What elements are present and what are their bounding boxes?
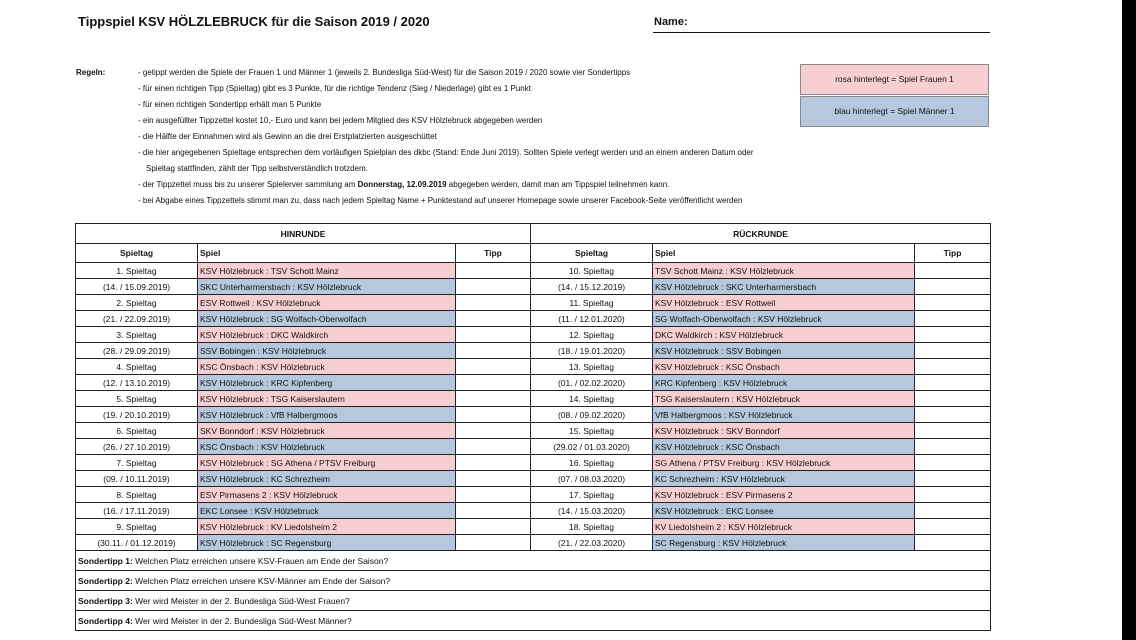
legend-women: rosa hinterlegt = Spiel Frauen 1 — [800, 64, 989, 95]
rueckrunde-tipp-cell[interactable] — [915, 279, 991, 295]
hinrunde-tipp-cell[interactable] — [456, 327, 531, 343]
hinrunde-spieltag-cell: (09. / 10.11.2019) — [76, 471, 198, 487]
sondertipp-row — [76, 591, 991, 611]
column-header-spieltag: Spieltag — [76, 244, 198, 263]
rueckrunde-tipp-cell[interactable] — [915, 487, 991, 503]
hinrunde-spieltag-cell: 2. Spieltag — [76, 295, 198, 311]
hinrunde-spieltag-cell: 8. Spieltag — [76, 487, 198, 503]
hinrunde-tipp-cell[interactable] — [456, 311, 531, 327]
hinrunde-spieltag-cell: 6. Spieltag — [76, 423, 198, 439]
rueckrunde-spieltag-cell: (08. / 09.02.2020) — [531, 407, 653, 423]
rueckrunde-spiel-cell: KSV Hölzlebruck : ESV Rottweil — [653, 295, 915, 311]
hinrunde-spiel-cell: KSV Hölzlebruck : TSG Kaiserslautern — [198, 391, 456, 407]
rueckrunde-spiel-cell: SG Wolfach-Oberwolfach : KSV Hölzlebruck — [653, 311, 915, 327]
sondertipp-cell[interactable] — [76, 591, 991, 611]
table-row — [76, 503, 991, 519]
hinrunde-spiel-cell: KSV Hölzlebruck : DKC Waldkirch — [198, 327, 456, 343]
table-row — [76, 423, 991, 439]
rueckrunde-tipp-cell[interactable] — [915, 311, 991, 327]
hinrunde-spiel-cell: KSV Hölzlebruck : KV Liedolsheim 2 — [198, 519, 456, 535]
hinrunde-spiel-cell: KSV Hölzlebruck : TSV Schott Mainz — [198, 263, 456, 279]
rueckrunde-spiel-cell: KSV Hölzlebruck : KSC Önsbach — [653, 359, 915, 375]
rule-text: - der Tippzettel muss bis zu unserer Spielerver sammlung am — [138, 180, 358, 189]
sondertipp-question: Wer wird Meister in der 2. Bundesliga Süd-West Männer? — [132, 615, 352, 626]
hinrunde-tipp-cell[interactable] — [456, 471, 531, 487]
rueckrunde-tipp-cell[interactable] — [915, 503, 991, 519]
sondertipp-cell[interactable] — [76, 611, 991, 631]
hinrunde-tipp-cell[interactable] — [456, 487, 531, 503]
sondertipp-row — [76, 611, 991, 631]
column-header-spiel: Spiel — [198, 244, 456, 263]
rueckrunde-spiel-cell: DKC Waldkirch : KSV Hölzlebruck — [653, 327, 915, 343]
hinrunde-spiel-cell: KSV Hölzlebruck : SG Wolfach-Oberwolfach — [198, 311, 456, 327]
column-header-spiel: Spiel — [653, 244, 915, 263]
table-row — [76, 471, 991, 487]
sondertipp-label: Sondertipp 3: — [78, 595, 133, 606]
rueckrunde-spiel-cell: KSV Hölzlebruck : ESV Pirmasens 2 — [653, 487, 915, 503]
rueckrunde-spiel-cell: TSG Kaiserslautern : KSV Hölzlebruck — [653, 391, 915, 407]
sondertipp-label: Sondertipp 4: — [78, 615, 133, 626]
hinrunde-spieltag-cell: 3. Spieltag — [76, 327, 198, 343]
bonus-body — [76, 551, 991, 631]
hinrunde-tipp-cell[interactable] — [456, 423, 531, 439]
rueckrunde-spieltag-cell: (29.02 / 01.03.2020) — [531, 439, 653, 455]
hinrunde-spieltag-cell: (19. / 20.10.2019) — [76, 407, 198, 423]
table-row — [76, 295, 991, 311]
hinrunde-spiel-cell: SKV Bonndorf : KSV Hölzlebruck — [198, 423, 456, 439]
rueckrunde-spieltag-cell: 13. Spieltag — [531, 359, 653, 375]
hinrunde-tipp-cell[interactable] — [456, 439, 531, 455]
hinrunde-spieltag-cell: (16. / 17.11.2019) — [76, 503, 198, 519]
rule-item: - die hier angegebenen Spieltage entsprechen dem vorläufigen Spielplan des dkbc (Stand: Ende Juni 2019). Sollten Spiele verlegt werden und an einem anderen Datum oder — [138, 148, 754, 157]
column-header-tipp: Tipp — [915, 244, 991, 263]
hinrunde-spieltag-cell: (21. / 22.09.2019) — [76, 311, 198, 327]
rueckrunde-tipp-cell[interactable] — [915, 455, 991, 471]
sondertipp-question: Welchen Platz erreichen unsere KSV-Männer am Ende der Saison? — [132, 575, 391, 586]
rule-deadline: Donnerstag, 12.09.2019 — [357, 180, 447, 189]
sondertipp-row — [76, 571, 991, 591]
rueckrunde-tipp-cell[interactable] — [915, 295, 991, 311]
rueckrunde-tipp-cell[interactable] — [915, 535, 991, 551]
hinrunde-spiel-cell: KSV Hölzlebruck : KC Schrezheim — [198, 471, 456, 487]
rueckrunde-spieltag-cell: 10. Spieltag — [531, 263, 653, 279]
rule-item: - bei Abgabe eines Tippzettels stimmt man zu, dass nach jedem Spieltag Name + Punktestand auf unserer Homepage sowie unserer Facebook-Seite veröffentlicht werden — [138, 196, 743, 205]
rule-item: - die Hälfte der Einnahmen wird als Gewinn an die drei Erstplatzierten ausgeschüttet — [138, 132, 437, 141]
rueckrunde-spiel-cell: KC Schrezheim : KSV Hölzlebruck — [653, 471, 915, 487]
rueckrunde-spieltag-cell: (14. / 15.12.2019) — [531, 279, 653, 295]
table-row — [76, 455, 991, 471]
rueckrunde-tipp-cell[interactable] — [915, 407, 991, 423]
rueckrunde-tipp-cell[interactable] — [915, 327, 991, 343]
rueckrunde-tipp-cell[interactable] — [915, 359, 991, 375]
rule-item: - ein ausgefüllter Tippzettel kostet 10,- Euro und kann bei jedem Mitglied des KSV Hölzlebruck abgegeben werden — [138, 116, 543, 125]
hinrunde-spieltag-cell: (30.11. / 01.12.2019) — [76, 535, 198, 551]
hinrunde-spieltag-cell: (26. / 27.10.2019) — [76, 439, 198, 455]
table-row — [76, 391, 991, 407]
rueckrunde-spiel-cell: KRC Kipfenberg : KSV Hölzlebruck — [653, 375, 915, 391]
table-row — [76, 487, 991, 503]
hinrunde-spiel-cell: SKC Unterharmersbach : KSV Hölzlebruck — [198, 279, 456, 295]
rueckrunde-spiel-cell: KV Liedolsheim 2 : KSV Hölzlebruck — [653, 519, 915, 535]
rules-label: Regeln: — [76, 68, 106, 77]
hinrunde-spiel-cell: EKC Lonsee : KSV Hölzlebruck — [198, 503, 456, 519]
hinrunde-spiel-cell: KSC Önsbach : KSV Hölzlebruck — [198, 439, 456, 455]
rule-item: - getippt werden die Spiele der Frauen 1 und Männer 1 (jeweils 2. Bundesliga Süd-West) für die Saison 2019 / 2020 sowie vier Sondertipps — [138, 68, 631, 77]
hinrunde-spiel-cell: SSV Bobingen : KSV Hölzlebruck — [198, 343, 456, 359]
rueckrunde-spieltag-cell: 18. Spieltag — [531, 519, 653, 535]
rueckrunde-tipp-cell[interactable] — [915, 439, 991, 455]
rueckrunde-spiel-cell: VfB Halbergmoos : KSV Hölzlebruck — [653, 407, 915, 423]
table-row — [76, 359, 991, 375]
table-row — [76, 535, 991, 551]
schedule-table — [75, 223, 991, 631]
column-header-spieltag: Spieltag — [531, 244, 653, 263]
sondertipp-row — [76, 551, 991, 571]
rueckrunde-spieltag-cell: 11. Spieltag — [531, 295, 653, 311]
hinrunde-tipp-cell[interactable] — [456, 391, 531, 407]
rueckrunde-tipp-cell[interactable] — [915, 375, 991, 391]
hinrunde-tipp-cell[interactable] — [456, 295, 531, 311]
schedule-body — [76, 263, 991, 551]
sondertipp-cell[interactable] — [76, 571, 991, 591]
rueckrunde-spiel-cell: KSV Hölzlebruck : EKC Lonsee — [653, 503, 915, 519]
rueckrunde-tipp-cell[interactable] — [915, 391, 991, 407]
rule-item: - für einen richtigen Tipp (Spieltag) gibt es 3 Punkte, für die richtige Tendenz (Sieg / Niederlage) gibt es 1 Punkt — [138, 84, 531, 93]
hinrunde-tipp-cell[interactable] — [456, 407, 531, 423]
table-row — [76, 327, 991, 343]
hinrunde-spiel-cell: KSC Önsbach : KSV Hölzlebruck — [198, 359, 456, 375]
sondertipp-label: Sondertipp 2: — [78, 575, 133, 586]
table-row — [76, 375, 991, 391]
hinrunde-tipp-cell[interactable] — [456, 535, 531, 551]
rueckrunde-tipp-cell[interactable] — [915, 343, 991, 359]
hinrunde-tipp-cell[interactable] — [456, 503, 531, 519]
rueckrunde-spieltag-cell: 17. Spieltag — [531, 487, 653, 503]
rueckrunde-spieltag-cell: (21. / 22.03.2020) — [531, 535, 653, 551]
hinrunde-tipp-cell[interactable] — [456, 279, 531, 295]
rueckrunde-spieltag-cell: 14. Spieltag — [531, 391, 653, 407]
rueckrunde-spieltag-cell: 12. Spieltag — [531, 327, 653, 343]
hinrunde-tipp-cell[interactable] — [456, 263, 531, 279]
sondertipp-question: Wer wird Meister in der 2. Bundesliga Süd-West Frauen? — [132, 595, 350, 606]
page-title: Tippspiel KSV HÖLZLEBRUCK für die Saison 2019 / 2020 — [78, 14, 430, 29]
hinrunde-spieltag-cell: 4. Spieltag — [76, 359, 198, 375]
hinrunde-tipp-cell[interactable] — [456, 359, 531, 375]
rueckrunde-spieltag-cell: (18. / 19.01.2020) — [531, 343, 653, 359]
rueckrunde-spieltag-cell: (11. / 12.01.2020) — [531, 311, 653, 327]
rueckrunde-spiel-cell: KSV Hölzlebruck : KSC Önsbach — [653, 439, 915, 455]
rueckrunde-tipp-cell[interactable] — [915, 519, 991, 535]
rueckrunde-tipp-cell[interactable] — [915, 423, 991, 439]
hinrunde-spiel-cell: KSV Hölzlebruck : KRC Kipfenberg — [198, 375, 456, 391]
hinrunde-spieltag-cell: (14. / 15.09.2019) — [76, 279, 198, 295]
hinrunde-tipp-cell[interactable] — [456, 375, 531, 391]
table-row — [76, 439, 991, 455]
hinrunde-spieltag-cell: (12. / 13.10.2019) — [76, 375, 198, 391]
hinrunde-spiel-cell: KSV Hölzlebruck : SG Athena / PTSV Freiburg — [198, 455, 456, 471]
rueckrunde-header: RÜCKRUNDE — [531, 224, 991, 244]
name-label: Name: — [654, 16, 688, 28]
rueckrunde-spieltag-cell: 15. Spieltag — [531, 423, 653, 439]
hinrunde-spieltag-cell: 5. Spieltag — [76, 391, 198, 407]
hinrunde-spieltag-cell: 1. Spieltag — [76, 263, 198, 279]
hinrunde-spieltag-cell: 7. Spieltag — [76, 455, 198, 471]
hinrunde-tipp-cell[interactable] — [456, 343, 531, 359]
table-row — [76, 343, 991, 359]
rueckrunde-tipp-cell[interactable] — [915, 263, 991, 279]
rueckrunde-spiel-cell: SC Regensburg : KSV Hölzlebruck — [653, 535, 915, 551]
rule-item: Spieltag stattfinden, zählt der Tipp selbstverständlich trotzdem. — [146, 164, 368, 173]
hinrunde-spiel-cell: ESV Rottweil : KSV Hölzlebruck — [198, 295, 456, 311]
name-field-line[interactable] — [653, 32, 990, 33]
hinrunde-spieltag-cell: 9. Spieltag — [76, 519, 198, 535]
rueckrunde-spiel-cell: KSV Hölzlebruck : SKC Unterharmersbach — [653, 279, 915, 295]
rueckrunde-spieltag-cell: (14. / 15.03.2020) — [531, 503, 653, 519]
hinrunde-tipp-cell[interactable] — [456, 455, 531, 471]
column-header-tipp: Tipp — [456, 244, 531, 263]
rueckrunde-spiel-cell: KSV Hölzlebruck : SSV Bobingen — [653, 343, 915, 359]
rule-text: abgegeben werden, damit man am Tippspiel teilnehmen kann. — [446, 180, 670, 189]
sondertipp-label: Sondertipp 1: — [78, 555, 133, 566]
hinrunde-spiel-cell: KSV Hölzlebruck : VfB Halbergmoos — [198, 407, 456, 423]
rule-item: - für einen richtigen Sondertipp erhält man 5 Punkte — [138, 100, 322, 109]
rueckrunde-spiel-cell: SG Athena / PTSV Freiburg : KSV Hölzlebruck — [653, 455, 915, 471]
hinrunde-spiel-cell: ESV Pirmasens 2 : KSV Hölzlebruck — [198, 487, 456, 503]
rueckrunde-spieltag-cell: (07. / 08.03.2020) — [531, 471, 653, 487]
table-row — [76, 263, 991, 279]
rule-item — [138, 180, 898, 196]
table-row — [76, 279, 991, 295]
sondertipp-question: Welchen Platz erreichen unsere KSV-Frauen am Ende der Saison? — [132, 555, 389, 566]
hinrunde-tipp-cell[interactable] — [456, 519, 531, 535]
rueckrunde-spiel-cell: KSV Hölzlebruck : SKV Bonndorf — [653, 423, 915, 439]
table-row — [76, 407, 991, 423]
sondertipp-cell[interactable] — [76, 551, 991, 571]
rueckrunde-spieltag-cell: (01. / 02.02.2020) — [531, 375, 653, 391]
table-row — [76, 311, 991, 327]
hinrunde-spiel-cell: KSV Hölzlebruck : SC Regensburg — [198, 535, 456, 551]
rueckrunde-spiel-cell: TSV Schott Mainz : KSV Hölzlebruck — [653, 263, 915, 279]
hinrunde-spieltag-cell: (28. / 29.09.2019) — [76, 343, 198, 359]
rules-list — [138, 68, 898, 212]
legend-men: blau hinterlegt = Spiel Männer 1 — [800, 96, 989, 127]
rueckrunde-tipp-cell[interactable] — [915, 471, 991, 487]
rueckrunde-spieltag-cell: 16. Spieltag — [531, 455, 653, 471]
table-row — [76, 519, 991, 535]
hinrunde-header: HINRUNDE — [76, 224, 531, 244]
